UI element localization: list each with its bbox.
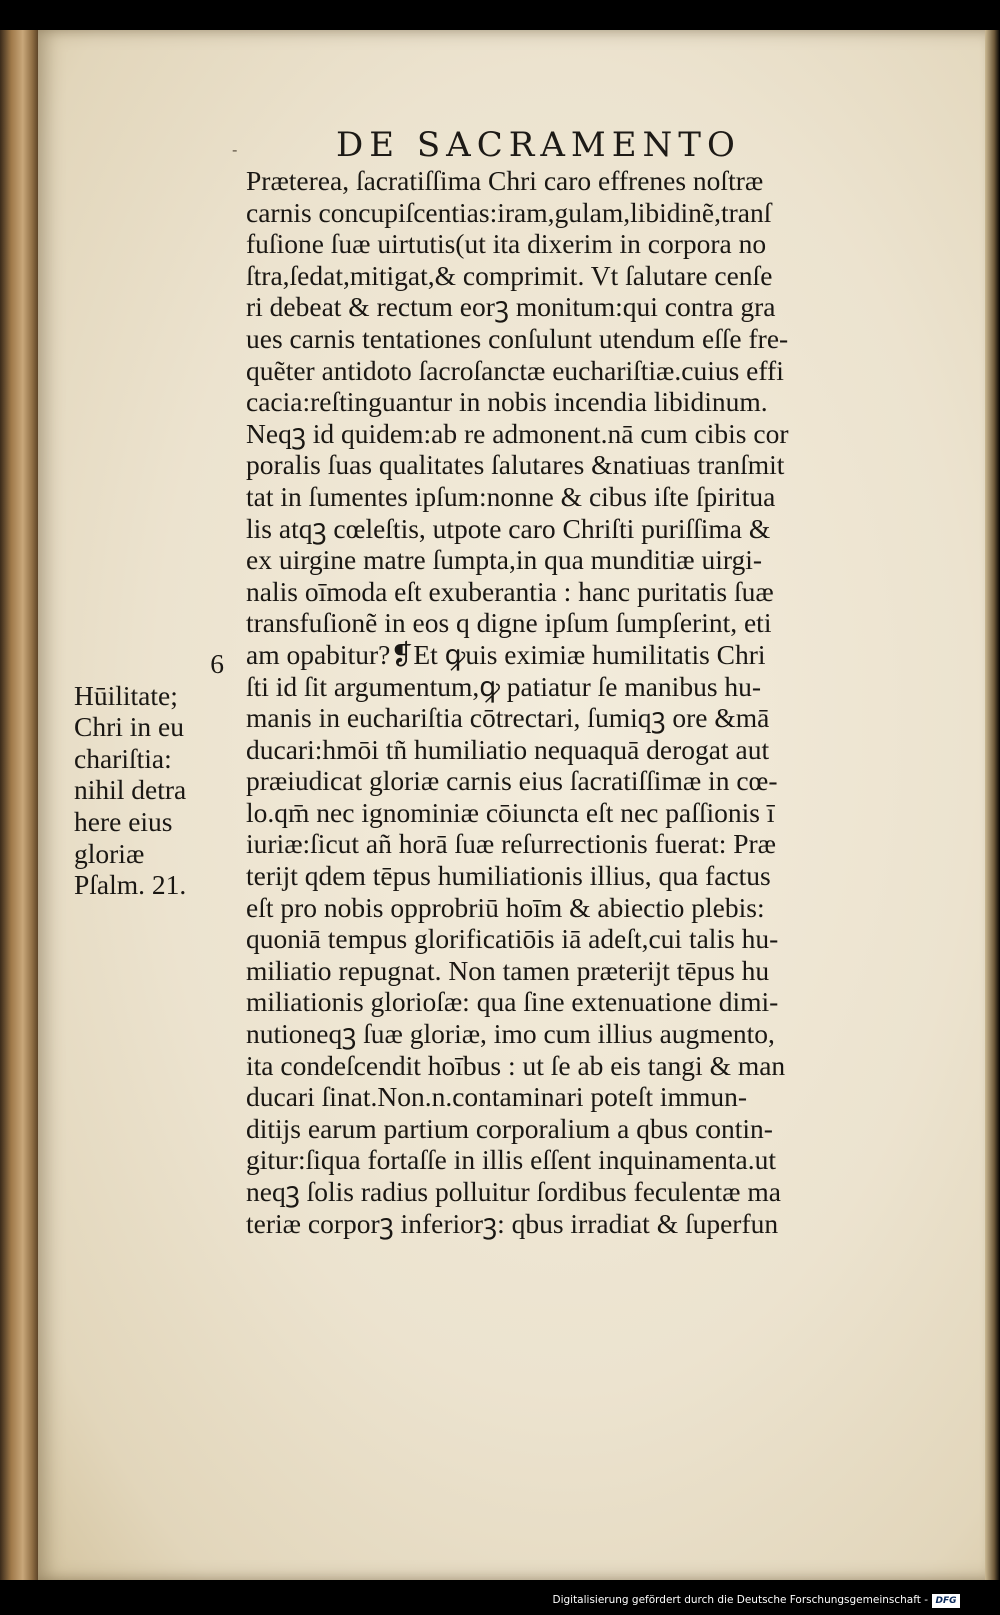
text-line: Neqꝫ id quidem:ab re admonent.nā cum cibis cor xyxy=(246,417,789,449)
text-line: ita condeſcendit hoībus : ut ſe ab eis tangi & man xyxy=(246,1049,786,1081)
margin-note xyxy=(74,648,234,901)
text-line: ducari ſinat.Non.n.contaminari poteſt immun- xyxy=(246,1081,747,1113)
margin-note-line: nihil detra xyxy=(74,774,187,806)
margin-note-line: chariſtia: xyxy=(74,742,172,774)
margin-note-line: gloriæ xyxy=(74,837,145,869)
body-text xyxy=(246,165,931,1239)
text-line: nalis oīmoda eſt exuberantia : hanc puritatis ſuæ xyxy=(246,575,774,607)
running-head-mark: - xyxy=(232,140,238,159)
margin-note-line: Hūilitate; xyxy=(74,679,178,711)
text-line: eſt pro nobis opprobriū hoīm & abiectio plebis: xyxy=(246,891,765,923)
margin-note-line: here eius xyxy=(74,805,173,837)
text-line: terijt qdem tēpus humiliationis illius, qua factus xyxy=(246,860,771,892)
text-line: ſtra,ſedat,mitigat,& comprimit. Vt ſalutare cenſe xyxy=(246,259,773,291)
margin-note-line: Pſalm. 21. xyxy=(74,869,187,901)
text-line: Præterea, ſacratiſſima Chri caro effrenes noſtræ xyxy=(246,165,764,196)
text-line: ex uirgine matre ſumpta,in qua munditiæ uirgi- xyxy=(246,544,763,576)
text-line: miliationis glorioſæ: qua ſine extenuatione dimi- xyxy=(246,986,779,1018)
book-binding-edge xyxy=(0,30,38,1580)
text-line: iuriæ:ſicut añ horā ſuæ reſurrectionis fuerat: Præ xyxy=(246,828,777,860)
footer-bar xyxy=(0,1590,1000,1615)
text-line: carnis concupiſcentias:iram,gulam,libidinẽ,tranſ xyxy=(246,196,772,228)
text-line: transfuſionẽ in eos q digne ipſum ſumpſerint, eti xyxy=(246,607,772,639)
text-line: ues carnis tentationes conſulunt utendum eſſe fre- xyxy=(246,322,789,354)
text-line: ducari:hmōi tñ humiliatio nequaquā derogat aut xyxy=(246,733,770,765)
text-line: am opabitur?❡Et ꝙuis eximiæ humilitatis Chri xyxy=(246,638,766,670)
footer-credit: Digitalisierung gefördert durch die Deutsche Forschungsgemeinschaft - xyxy=(552,1594,928,1606)
text-line: ditijs earum partium corporalium a qbus contin- xyxy=(246,1112,773,1144)
margin-note-line: Chri in eu xyxy=(74,711,184,743)
text-line: miliatio repugnat. Non tamen præterijt tēpus hu xyxy=(246,954,770,986)
running-head: DE SACRAMENTO xyxy=(336,125,741,165)
text-line: neqꝫ ſolis radius polluitur ſordibus feculentæ ma xyxy=(246,1176,781,1207)
text-line: ri debeat & rectum eorꝫ monitum:qui contra gra xyxy=(246,291,776,323)
text-line: ſti id ſit argumentum,ꝙ patiatur ſe manibus hu- xyxy=(246,670,762,702)
text-line: cacia:reſtinguantur in nobis incendia libidinum. xyxy=(246,386,768,418)
dfg-logo: DFG xyxy=(932,1594,960,1608)
margin-note-number: 6 xyxy=(210,648,224,679)
text-line: manis in euchariſtia cōtrectari, ſumiqꝫ ore &mā xyxy=(246,702,770,734)
text-line: gitur:ſiqua fortaſſe in illis eſſent inquinamenta.ut xyxy=(246,1144,777,1176)
text-line: lis atqꝫ cœleſtis, utpote caro Chriſti puriſſima & xyxy=(246,512,771,544)
text-line: fuſione ſuæ uirtutis(ut ita dixerim in corpora no xyxy=(246,228,767,260)
text-line: quẽter antidoto ſacroſanctæ euchariſtiæ.cuius effi xyxy=(246,354,784,386)
text-line: lo.qm̄ nec ignominiæ cōiuncta eſt nec paſſionis ī xyxy=(246,796,775,828)
margin-note-lines xyxy=(74,680,234,901)
text-line: quoniā tempus glorificatiōis iā adeſt,cui talis hu- xyxy=(246,923,779,955)
text-line: præiudicat gloriæ carnis eius ſacratiſſimæ in cœ- xyxy=(246,765,778,797)
text-line: nutioneqꝫ ſuæ gloriæ, imo cum illius augmento, xyxy=(246,1018,775,1050)
text-line: poralis ſuas qualitates ſalutares &natiuas tranſmit xyxy=(246,449,785,481)
page-right-edge xyxy=(985,30,1000,1580)
text-line: tat in ſumentes ipſum:nonne & cibus iſte ſpiritua xyxy=(246,480,776,512)
text-line: teriæ corporꝫ inferiorꝫ: qbus irradiat & ſuperfun xyxy=(246,1207,779,1239)
